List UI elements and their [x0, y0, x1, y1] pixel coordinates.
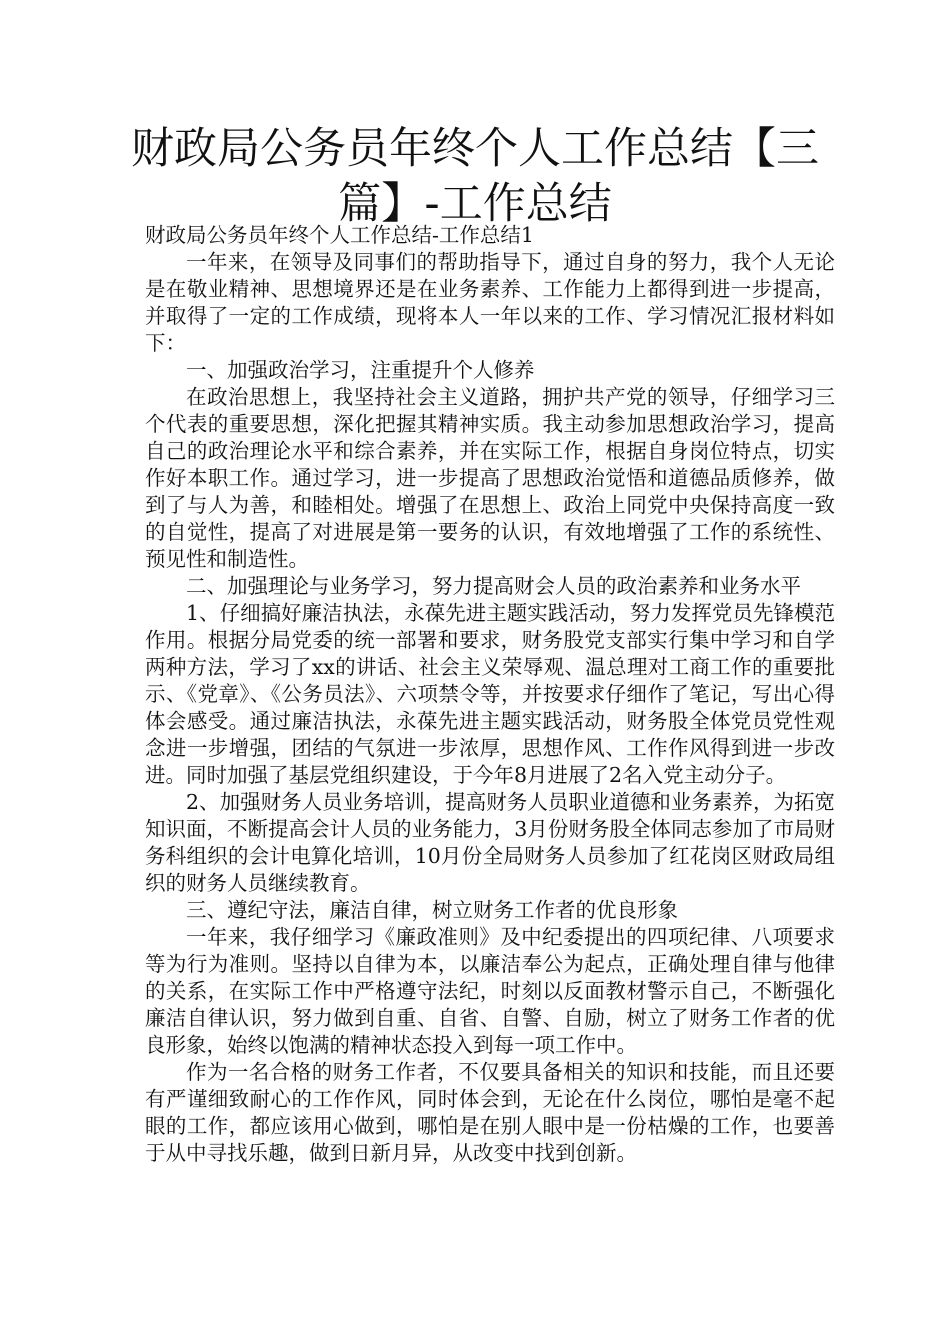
document-title: 财政局公务员年终个人工作总结【三篇】-工作总结 [131, 124, 819, 229]
body-paragraph: 一、加强政治学习，注重提升个人修养 [186, 358, 535, 382]
body-paragraph: 财政局公务员年终个人工作总结-工作总结1 [145, 223, 534, 247]
body-paragraph: 1、仔细搞好廉洁执法，永葆先进主题实践活动，努力发挥党员先锋模范作用。根据分局党委的统一部署和要求，财务股党支部实行集中学习和自学两种方法，学习了xx的讲话、社会主义荣辱观、温总理对工商工作的重要批示、《党章》、《公务员法》、六项禁令等，并按要求仔细作了笔记，写出心得体会感受。通过廉洁执法，永葆先进主题实践活动，财务股全体党员党性观念进一步增强，团结的气氛进一步浓厚，思想作风、工作作风得到进一步改进。同时加强了基层党组织建设，于今年8月进展了2名入党主动分子。 [145, 601, 835, 787]
body-paragraph: 一年来，我仔细学习《廉政准则》及中纪委提出的四项纪律、八项要求等为行为准则。坚持以自律为本，以廉洁奉公为起点，正确处理自律与他律的关系，在实际工作中严格遵守法纪，时刻以反面教材警示自己，不断强化廉洁自律认识，努力做到自重、自省、自警、自励，树立了财务工作者的优良形象，始终以饱满的精神状态投入到每一项工作中。 [145, 925, 835, 1057]
body-paragraph: 在政治思想上，我坚持社会主义道路，拥护共产党的领导，仔细学习三个代表的重要思想，深化把握其精神实质。我主动参加思想政治学习，提高自己的政治理论水平和综合素养，并在实际工作，根据自身岗位特点，切实作好本职工作。通过学习，进一步提高了思想政治觉悟和道德品质修养，做到了与人为善，和睦相处。增强了在思想上、政治上同党中央保持高度一致的自觉性，提高了对进展是第一要务的认识，有效地增强了工作的系统性、预见性和制造性。 [145, 385, 835, 571]
body-paragraph: 三、遵纪守法，廉洁自律，树立财务工作者的优良形象 [186, 898, 678, 922]
body-paragraph: 2、加强财务人员业务培训，提高财务人员职业道德和业务素养，为拓宽知识面，不断提高会计人员的业务能力，3月份财务股全体同志参加了市局财务科组织的会计电算化培训，10月份全局财务人员参加了红花岗区财政局组织的财务人员继续教育。 [145, 790, 835, 895]
body-paragraph: 作为一名合格的财务工作者，不仅要具备相关的知识和技能，而且还要有严谨细致耐心的工作作风，同时体会到，无论在什么岗位，哪怕是毫不起眼的工作，都应该用心做到，哪怕是在别人眼中是一份枯燥的工作，也要善于从中寻找乐趣，做到日新月异，从改变中找到创新。 [145, 1060, 835, 1165]
body-paragraph: 二、加强理论与业务学习，努力提高财会人员的政治素养和业务水平 [186, 574, 801, 598]
document-body [145, 222, 835, 1167]
body-paragraph: 一年来，在领导及同事们的帮助指导下，通过自身的努力，我个人无论是在敬业精神、思想境界还是在业务素养、工作能力上都得到进一步提高，并取得了一定的工作成绩，现将本人一年以来的工作、学习情况汇报材料如下： [145, 250, 835, 355]
